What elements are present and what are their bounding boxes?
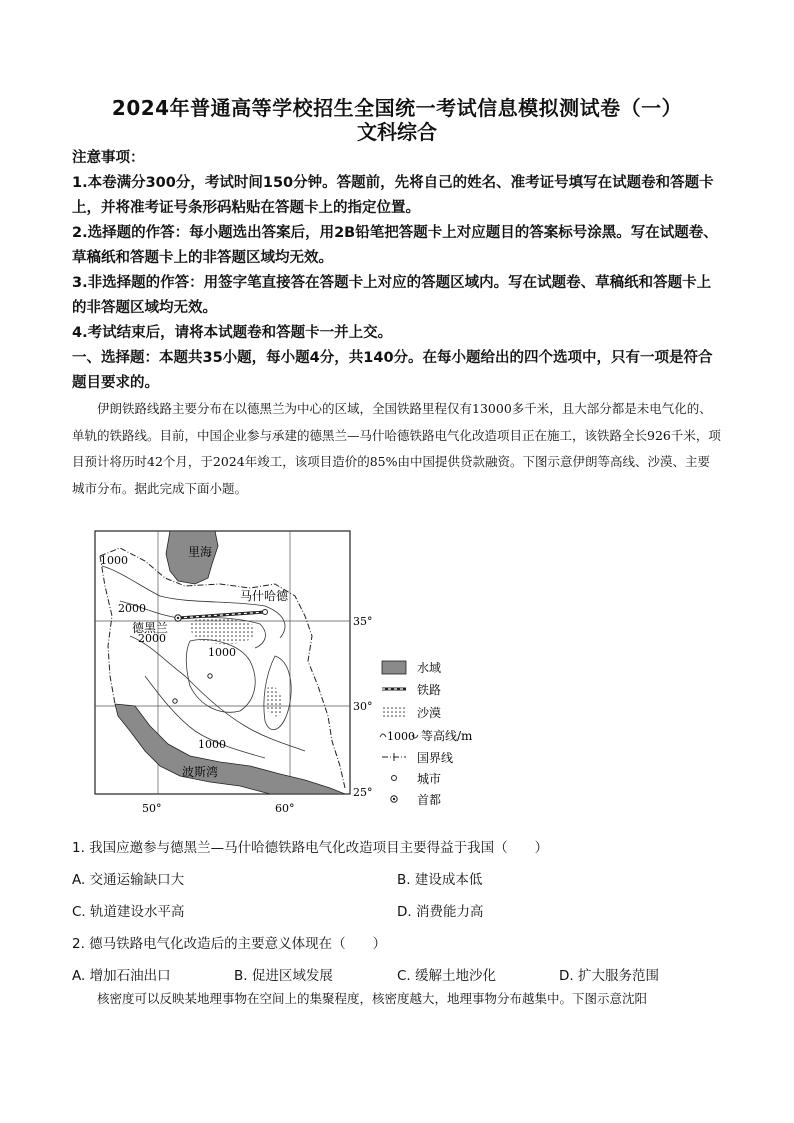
contour-label: 1000 [100,554,128,567]
mashhad-label: 马什哈德 [240,589,289,603]
map-legend [380,660,473,807]
option-a[interactable]: A. 交通运输缺口大 [72,872,185,888]
contour-label: 1000 [208,646,236,659]
contour-label: 2000 [118,602,146,615]
reading-passage-2: 核密度可以反映某地理事物在空间上的集聚程度，核密度越大，地理事物分布越集中。下图示意沈阳 [97,991,648,1006]
contour-label: 1000 [198,738,226,751]
city-marker [173,699,177,703]
legend-desert-swatch [382,707,406,719]
notes-item: 2.选择题的作答：每小题选出答案后，用2B铅笔把答题卡上对应题目的答案标号涂黑。写在试题卷、草稿纸和答题卡上的非答题区域均无效。 [72,225,718,266]
legend-capital-swatch [393,798,395,800]
question-stem: 2. 德马铁路电气化改造后的主要意义体现在（ ） [72,936,387,952]
map-frame [95,531,350,794]
gulf-label: 波斯湾 [182,765,219,779]
legend-label: 国界线 [417,751,454,765]
lat-label: 35° [353,615,373,628]
exam-subtitle: 文科综合 [357,120,437,144]
reading-passage: 伊朗铁路线路主要分布在以德黑兰为中心的区域，全国铁路里程仅有13000多千米，且大部分都是未电气化的、单轨的铁路线。目前，中国企业参与承建的德黑兰—马什哈德铁路电气化改造项目正在施工，该铁路全长926千米，项目预计将历时42个月，于2024年竣工，该项目造价的85%由中国提供贷款融资。下图示意伊朗等高线、沙漠、主要城市分布。据此完成下面小题。 [72,401,721,496]
city-marker [208,674,212,678]
option-a[interactable]: A. 增加石油出口 [72,968,171,984]
legend-contour-value: 1000 [387,730,415,743]
exam-title: 2024年普通高等学校招生全国统一考试信息模拟测试卷（一） [111,96,683,120]
legend-label: 沙漠 [417,706,442,720]
option-row [72,864,722,896]
notes-item: 3.非选择题的作答：用签字笔直接答在答题卡上对应的答题区域内。写在试题卷、草稿纸和答题卡上的非答题区域均无效。 [72,275,712,316]
option-row [72,896,722,928]
option-d[interactable]: D. 扩大服务范围 [559,968,659,984]
city-marker [263,610,268,615]
option-b[interactable]: B. 建设成本低 [397,872,483,888]
legend-label: 水域 [417,661,442,675]
caspian-label: 里海 [188,545,213,559]
capital-marker [177,617,179,619]
lon-label: 60° [275,802,295,815]
notes-item: 1.本卷满分300分，考试时间150分钟。答题前，先将自己的姓名、准考证号填写在试题卷和答题卡上，并将准考证号条形码粘贴在答题卡上的指定位置。 [72,175,714,216]
legend-label: 首都 [417,793,442,807]
legend-city-swatch [392,776,397,781]
legend-label: 铁路 [417,683,442,697]
iran-map [90,526,490,826]
questions-section [72,832,722,992]
section-heading: 一、选择题：本题共35小题，每小题4分，共140分。在每小题给出的四个选项中，只有一项是符合题目要求的。 [72,350,713,391]
lat-label: 25° [353,786,373,799]
contour-label: 2000 [138,632,166,645]
legend-water-swatch [382,661,406,674]
legend-contour-swatch [380,734,386,737]
legend-label: 城市 [417,772,442,786]
tehran-label: 德黑兰 [132,621,169,635]
lon-label: 50° [142,802,162,815]
notes-heading: 注意事项： [72,150,145,166]
option-d[interactable]: D. 消费能力高 [397,904,484,920]
question-stem: 1. 我国应邀参与德黑兰—马什哈德铁路电气化改造项目主要得益于我国（ ） [72,840,549,856]
option-b[interactable]: B. 促进区域发展 [234,968,333,984]
option-c[interactable]: C. 缓解土地沙化 [397,968,497,984]
notes-section [72,146,722,396]
notes-item: 4.考试结束后，请将本试题卷和答题卡一并上交。 [72,325,393,341]
legend-label: 等高线/m [421,729,473,743]
lat-label: 30° [353,700,373,713]
option-c[interactable]: C. 轨道建设水平高 [72,904,185,920]
